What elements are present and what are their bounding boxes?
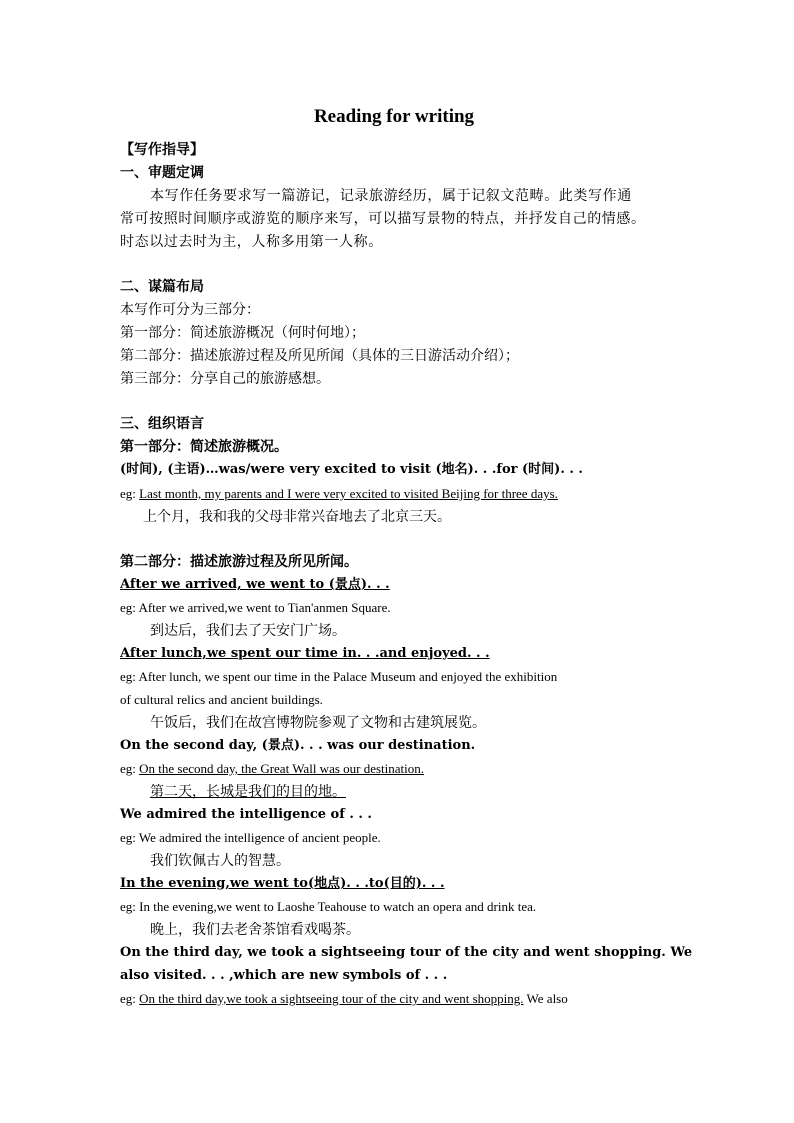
section1-heading: 一、审题定调 — [120, 165, 204, 181]
eg-label: eg: — [120, 761, 136, 776]
section1-line: 常可按照时间顺序或游览的顺序来写，可以描写景物的特点，并抒发自己的情感。 — [120, 211, 646, 227]
example-line — [120, 599, 391, 617]
example-line-continued: of cultural relics and ancient buildings. — [120, 692, 323, 707]
page-title: Reading for writing — [313, 106, 475, 127]
example-sentence: After we arrived,we went to Tian'anmen Square. — [138, 600, 391, 615]
section3-heading: 三、组织语言 — [120, 416, 204, 432]
eg-label: eg: — [120, 486, 136, 501]
section2-line: 第三部分：分享自己的旅游感想。 — [120, 371, 330, 387]
example-line — [120, 668, 557, 686]
example-line — [120, 990, 568, 1008]
pattern-sentence: On the third day, we took a sightseeing tour of the city and went shopping. We — [120, 945, 693, 960]
translation-line: 午饭后，我们在故宫博物院参观了文物和古建筑展览。 — [150, 715, 486, 731]
pattern-sentence: In the evening,we went to(地点). . .to(目的). . . — [120, 876, 445, 891]
translation-line: 第二天，长城是我们的目的地。 — [150, 784, 346, 800]
pattern-sentence: After we arrived, we went to (景点). . . — [120, 577, 390, 592]
section2-line: 第一部分：简述旅游概况（何时何地）； — [120, 325, 365, 341]
example-line — [120, 760, 424, 778]
section2-line: 本写作可分为三部分： — [120, 302, 260, 318]
translation-line: 我们钦佩古人的智慧。 — [150, 853, 290, 869]
eg-label: eg: — [120, 991, 136, 1006]
pattern-sentence-continued: also visited. . . ,which are new symbols of . . . — [120, 968, 448, 983]
pattern-sentence: On the second day, (景点). . . was our destination. — [120, 738, 476, 753]
translation-line: 到达后，我们去了天安门广场。 — [150, 623, 346, 639]
translation-line: 晚上，我们去老舍茶馆看戏喝茶。 — [150, 922, 360, 938]
example-line — [120, 898, 536, 916]
part1-example — [120, 485, 558, 503]
section1-line: 本写作任务要求写一篇游记，记录旅游经历，属于记叙文范畴。此类写作通 — [150, 188, 632, 204]
part1-pattern: (时间), (主语)…was/were very excited to visit (地名). . .for (时间). . . — [120, 462, 583, 477]
example-sentence: On the third day,we took a sightseeing tour of the city and went shopping. — [139, 991, 524, 1006]
writing-guide-heading: 【写作指导】 — [120, 142, 204, 158]
eg-label: eg: — [120, 830, 136, 845]
example-sentence: On the second day, the Great Wall was our destination. — [139, 761, 425, 776]
example-line — [120, 829, 381, 847]
section2-heading: 二、谋篇布局 — [120, 279, 204, 295]
example-sentence: We admired the intelligence of ancient people. — [138, 830, 381, 845]
part2-heading: 第二部分：描述旅游过程及所见所闻。 — [120, 554, 358, 570]
pattern-sentence: We admired the intelligence of . . . — [120, 807, 372, 822]
eg-label: eg: — [120, 669, 136, 684]
eg-label: eg: — [120, 899, 136, 914]
example-sentence-rest: We also — [526, 991, 568, 1006]
section2-line: 第二部分：描述旅游过程及所见所闻（具体的三日游活动介绍）； — [120, 348, 519, 364]
eg-label: eg: — [120, 600, 136, 615]
example-sentence: In the evening,we went to Laoshe Teahouse to watch an opera and drink tea. — [139, 899, 537, 914]
part1-heading: 第一部分：简述旅游概况。 — [120, 439, 288, 455]
example-sentence: Last month, my parents and I were very excited to visited Beijing for three days. — [139, 486, 558, 501]
section1-line: 时态以过去时为主，人称多用第一人称。 — [120, 234, 383, 250]
pattern-sentence: After lunch,we spent our time in. . .and enjoyed. . . — [120, 646, 490, 661]
example-sentence: After lunch, we spent our time in the Palace Museum and enjoyed the exhibition — [138, 669, 558, 684]
part1-translation: 上个月，我和我的父母非常兴奋地去了北京三天。 — [143, 509, 451, 525]
